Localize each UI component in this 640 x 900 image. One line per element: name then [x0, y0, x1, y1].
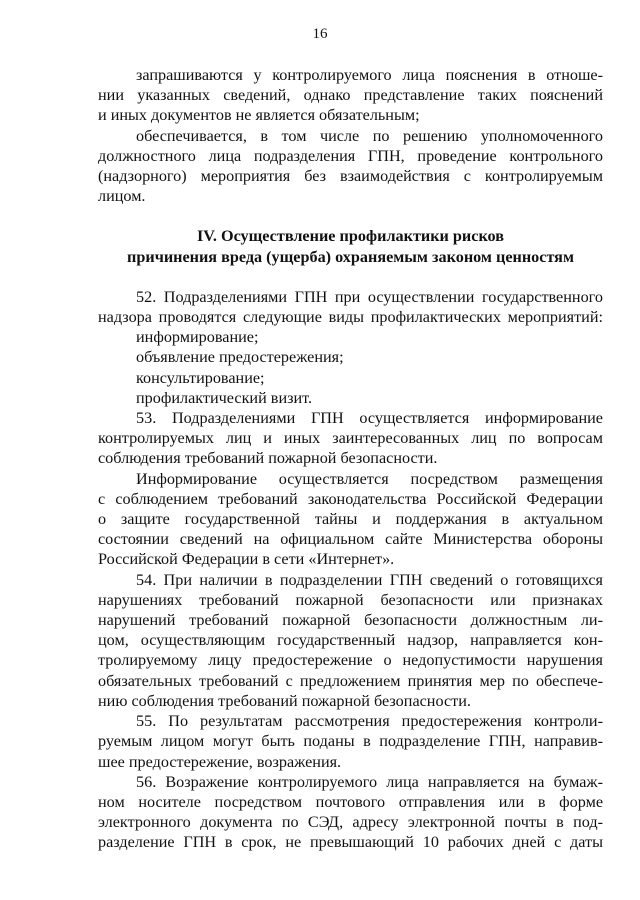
- page-number: 16: [312, 26, 328, 42]
- text-line: цом, осуществляющим государственный надзор, направляется кон-: [98, 631, 603, 650]
- text-line: надзора проводятся следующие виды профилактических мероприятий:: [98, 308, 603, 327]
- section-heading-line: IV. Осуществление профилактики рисков: [196, 227, 504, 246]
- text-line: состоянии сведений на официальном сайте Министерства обороны: [98, 530, 603, 549]
- document-body: [98, 65, 603, 853]
- text-line: (надзорного) мероприятия без взаимодействия с контролируемым: [98, 167, 603, 186]
- text-line: 54. При наличии в подразделении ГПН сведений о готовящихся: [136, 570, 603, 589]
- text-line: соблюдения требований пожарной безопасности.: [98, 449, 438, 468]
- text-line: тролируемому лицу предостережение о недопустимости нарушения: [98, 651, 603, 670]
- text-line: электронного документа по СЭД, адресу электронной почты в под-: [98, 813, 603, 832]
- text-line: запрашиваются у контролируемого лица пояснения в отноше-: [136, 66, 603, 84]
- text-line: должностного лица подразделения ГПН, проведение контрольного: [98, 146, 603, 165]
- text-line: нию соблюдения требований пожарной безопасности.: [98, 691, 471, 710]
- text-line: шее предостережение, возражения.: [98, 752, 342, 771]
- text-line: с соблюдением требований законодательства Российской Федерации: [98, 489, 603, 508]
- text-line: консультирование;: [136, 368, 265, 387]
- text-line: 52. Подразделениями ГПН при осуществлении государственного: [136, 287, 603, 306]
- text-line: руемым лицом могут быть поданы в подразделение ГПН, направив-: [98, 732, 603, 751]
- text-line: Российской Федерации в сети «Интернет».: [98, 550, 395, 569]
- text-line: Информирование осуществляется посредством размещения: [136, 469, 603, 488]
- text-line: нии указанных сведений, однако представление таких пояснений: [98, 86, 603, 105]
- text-line: контролируемых лиц и иных заинтересованных лиц по вопросам: [98, 429, 603, 448]
- text-line: профилактический визит.: [136, 388, 313, 407]
- text-line: о защите государственной тайны и поддержания в актуальном: [98, 510, 603, 529]
- text-line: обязательных требований с предложением принятия мер по обеспече-: [98, 671, 603, 690]
- text-line: нарушениях требований пожарной безопасности или признаках: [98, 590, 603, 609]
- text-line: обеспечивается, в том числе по решению уполномоченного: [136, 126, 603, 145]
- text-line: ном носителе посредством почтового отправления или в форме: [98, 792, 603, 811]
- text-line: и иных документов не является обязательным;: [98, 106, 420, 125]
- text-line: 55. По результатам рассмотрения предостережения контроли-: [136, 712, 603, 731]
- section-heading-line: причинения вреда (ущерба) охраняемым законом ценностям: [127, 247, 574, 266]
- text-line: объявление предостережения;: [136, 348, 344, 367]
- section-gap: [98, 206, 603, 226]
- text-line: информирование;: [136, 328, 259, 347]
- text-line: нарушений требований пожарной безопасности должностным ли-: [98, 611, 603, 630]
- text-line: разделение ГПН в срок, не превышающий 10 рабочих дней с даты: [98, 833, 603, 852]
- text-line: лицом.: [98, 187, 146, 206]
- section-gap: [98, 267, 603, 287]
- text-line: 53. Подразделениями ГПН осуществляется информирование: [136, 409, 603, 428]
- text-line: 56. Возражение контролируемого лица направляется на бумаж-: [136, 772, 603, 791]
